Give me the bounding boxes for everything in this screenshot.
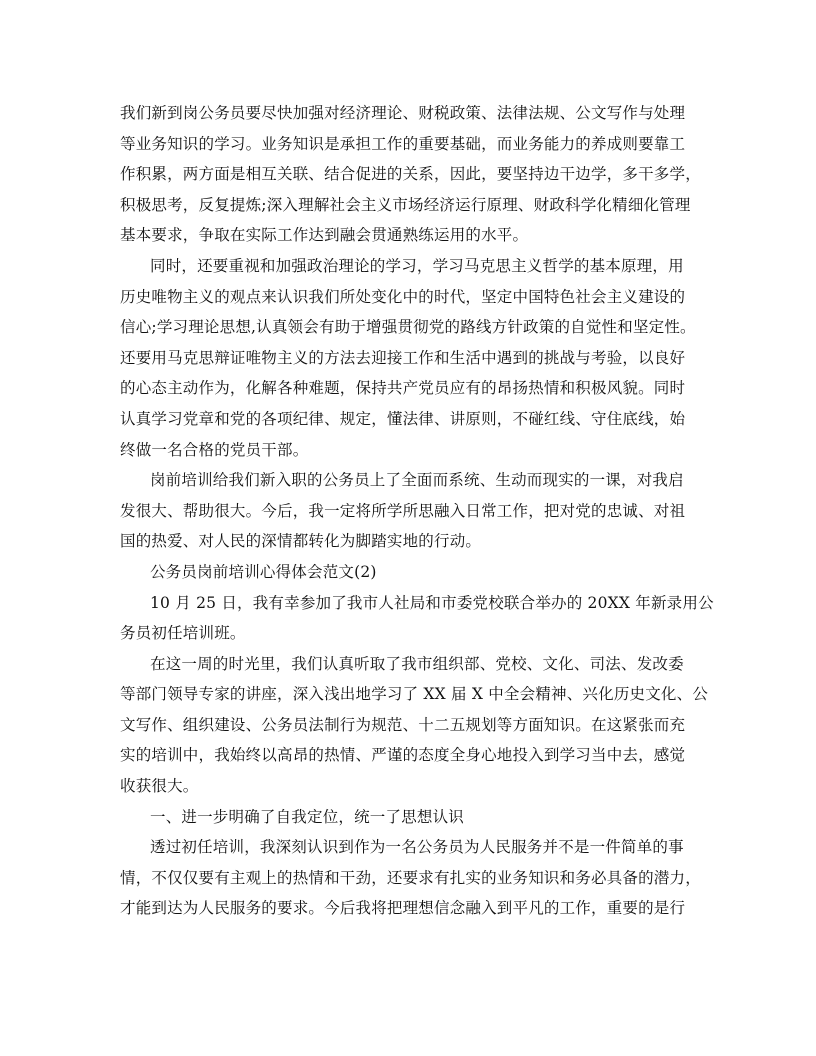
document-body [120, 98, 714, 924]
paragraph-first-line: 岗前培训给我们新入职的公务员上了全面而系统、生动而现实的一课，对我启 [150, 471, 684, 490]
paragraph-first-line: 在这一周的时光里，我们认真听取了我市组织部、党校、文化、司法、发改委 [150, 654, 684, 673]
text-line: 积极思考，反复提炼;深入理解社会主义市场经济运行原理、财政科学化精细化管理 [120, 195, 691, 214]
text-line: 我们新到岗公务员要尽快加强对经济理论、财税政策、法律法规、公文写作与处理 [120, 104, 686, 122]
text-line: 国的热爱、对人民的深情都转化为脚踏实地的行动。 [120, 532, 482, 551]
text-line: 终做一名合格的党员干部。 [120, 440, 309, 459]
text-line: 才能到达为人民服务的要求。今后我将把理想信念融入到平凡的工作，重要的是行 [120, 899, 686, 918]
text-line: 实的培训中，我始终以高昂的热情、严谨的态度全身心地投入到学习当中去，感觉 [120, 746, 686, 765]
text-line: 等业务知识的学习。业务知识是承担工作的重要基础，而业务能力的养成则要靠工 [120, 134, 686, 153]
text-line: 务员初任培训班。 [120, 624, 246, 643]
section-heading: 公务员岗前培训心得体会范文(2) [150, 562, 377, 581]
text-line: 的心态主动作为，化解各种难题，保持共产党员应有的昂扬热情和积极风貌。同时 [120, 379, 686, 398]
text-line: 信心;学习理论思想,认真领会有助于增强贯彻党的路线方针政策的自觉性和坚定性。 [120, 318, 696, 337]
subsection-heading: 一、进一步明确了自我定位，统一了思想认识 [150, 807, 465, 826]
text-line: 发很大、帮助很大。今后，我一定将所学所思融入日常工作，把对党的忠诚、对祖 [120, 501, 686, 520]
paragraph-first-line: 10 月 25 日，我有幸参加了我市人社局和市委党校联合举办的 20XX 年新录用公 [150, 593, 714, 612]
text-line: 作积累，两方面是相互关联、结合促进的关系，因此，要坚持边干边学，多干多学， [120, 165, 701, 184]
text-line: 认真学习党章和党的各项纪律、规定，懂法律、讲原则，不碰红线、守住底线，始 [120, 409, 686, 428]
text-line: 基本要求，争取在实际工作达到融会贯通熟练运用的水平。 [120, 226, 529, 245]
text-line: 历史唯物主义的观点来认识我们所处变化中的时代，坚定中国特色社会主义建设的 [120, 287, 686, 306]
text-line: 文写作、组织建设、公务员法制行为规范、十二五规划等方面知识。在这紧张而充 [120, 715, 686, 734]
paragraph-first-line: 同时，还要重视和加强政治理论的学习，学习马克思主义哲学的基本原理，用 [150, 256, 684, 275]
text-line: 收获很大。 [120, 777, 199, 796]
paragraph-first-line: 透过初任培训，我深刻认识到作为一名公务员为人民服务并不是一件简单的事 [150, 838, 684, 857]
text-line: 还要用马克思辩证唯物主义的方法去迎接工作和生活中遇到的挑战与考验，以良好 [120, 348, 686, 367]
text-line: 情，不仅仅要有主观上的热情和干劲，还要求有扎实的业务知识和务必具备的潜力， [120, 868, 701, 887]
text-line: 等部门领导专家的讲座，深入浅出地学习了 XX 届 X 中全会精神、兴化历史文化、公 [120, 685, 709, 704]
